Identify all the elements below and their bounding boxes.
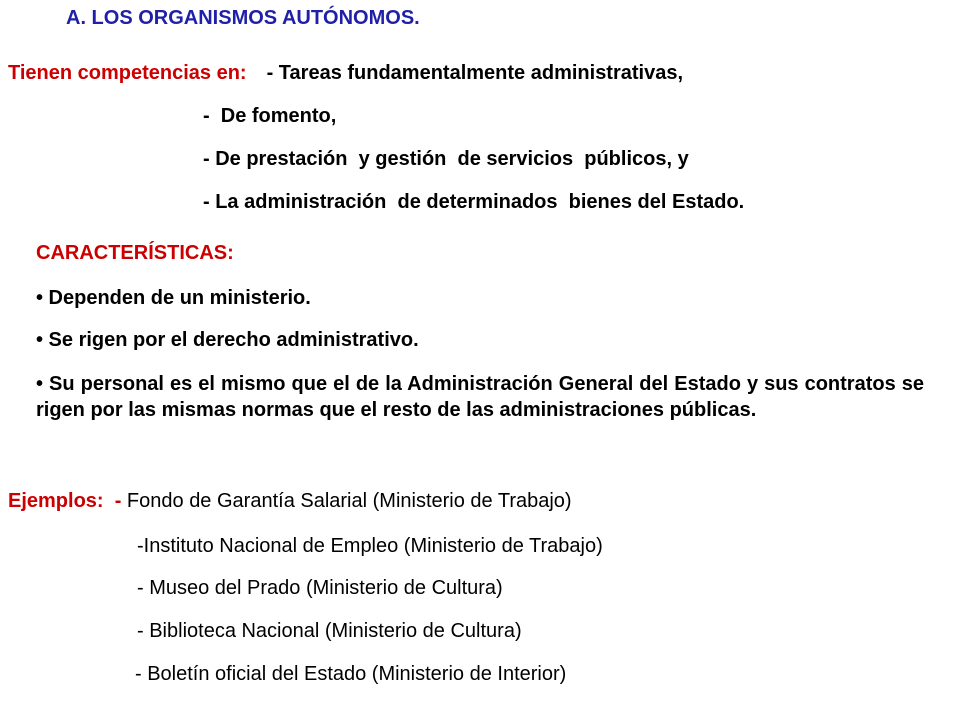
competencias-line-1 bbox=[8, 61, 683, 85]
caracteristicas-heading: CARACTERÍSTICAS: bbox=[36, 242, 234, 264]
ejemplo-dash: - bbox=[114, 490, 127, 512]
ejemplo-item: - Boletín oficial del Estado (Ministerio de Interior) bbox=[135, 663, 567, 685]
ejemplo-item: - Museo del Prado (Ministerio de Cultura) bbox=[137, 577, 503, 599]
caracteristica-item: • Dependen de un ministerio. bbox=[36, 287, 311, 309]
competencia-item: - De prestación y gestión de servicios públicos, y bbox=[203, 148, 689, 170]
ejemplo-item: -Instituto Nacional de Empleo (Ministerio de Trabajo) bbox=[137, 535, 603, 557]
ejemplos-label: Ejemplos: bbox=[8, 490, 104, 512]
page-title: A. LOS ORGANISMOS AUTÓNOMOS. bbox=[66, 7, 420, 29]
caracteristica-item: • Su personal es el mismo que el de la Administración General del Estado y sus contratos se rigen por las mismas normas que el resto de las administraciones públicas. bbox=[36, 373, 924, 421]
competencia-item: - La administración de determinados bienes del Estado. bbox=[203, 191, 745, 213]
caracteristica-item: • Se rigen por el derecho administrativo. bbox=[36, 329, 419, 351]
ejemplos-line-1 bbox=[8, 489, 572, 513]
ejemplo-item: - Biblioteca Nacional (Ministerio de Cultura) bbox=[137, 620, 522, 642]
competencia-item: - De fomento, bbox=[203, 105, 337, 127]
ejemplo-item: Fondo de Garantía Salarial (Ministerio de Trabajo) bbox=[126, 490, 572, 512]
competencias-label: Tienen competencias en: bbox=[8, 62, 247, 84]
competencia-item: - Tareas fundamentalmente administrativas, bbox=[266, 62, 684, 84]
